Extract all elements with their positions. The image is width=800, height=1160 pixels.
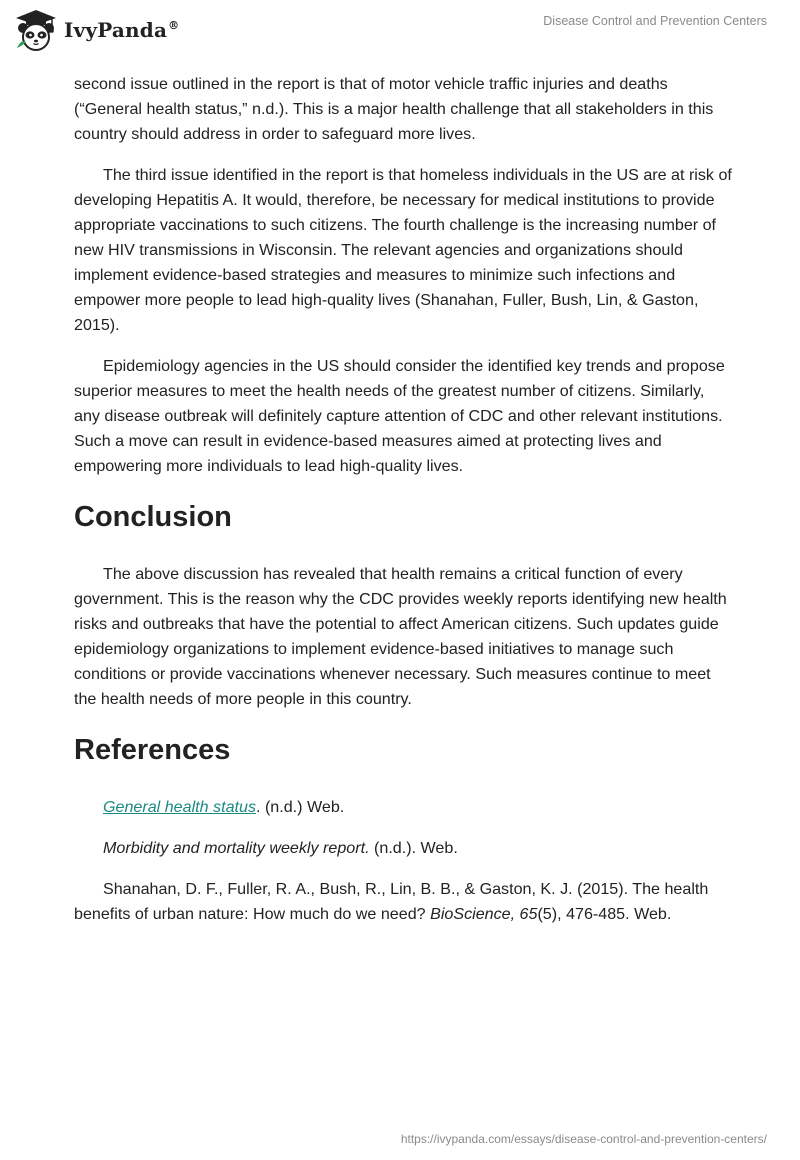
brand-name: IvyPanda® <box>64 18 180 42</box>
reference-item <box>74 877 734 927</box>
reference-3-journal: BioScience, 65 <box>430 905 538 923</box>
registered-mark: ® <box>168 19 180 33</box>
ivypanda-logo[interactable] <box>14 8 179 52</box>
page-header <box>0 0 800 70</box>
reference-item <box>74 836 734 861</box>
reference-3-suffix: (5), 476-485. Web. <box>537 905 672 923</box>
essay-content <box>74 72 734 943</box>
paragraph-continuation: second issue outlined in the report is that of motor vehicle traffic injuries and deaths (“General health status,” n.d.). This is a major health challenge that all stakeholders in this country should address in order to safeguard more lives. <box>74 75 714 143</box>
references-heading: References <box>74 734 231 766</box>
reference-2-suffix: (n.d.). Web. <box>369 839 458 857</box>
reference-item <box>74 795 734 820</box>
paragraph-third-issue: The third issue identified in the report is that homeless individuals in the US are at risk of developing Hepatitis A. It would, therefore, be necessary for medical institutions to provide appropriate vaccinations to such citizens. The fourth challenge is the increasing number of new HIV transmissions in Wisconsin. The relevant agencies and organizations should implement evidence-based strategies and measures to minimize such infections and empower more people to lead high-quality lives (Shanahan, Fuller, Bush, Lin, & Gaston, 2015). <box>74 166 732 334</box>
footer-url[interactable]: https://ivypanda.com/essays/disease-control-and-prevention-centers/ <box>400 1132 767 1146</box>
panda-graduate-icon <box>14 8 58 52</box>
reference-3-text: Shanahan, D. F., Fuller, R. A., Bush, R., Lin, B. B., & Gaston, K. J. (2015). The health benefits of urban nature: How much do we need? <box>74 880 709 923</box>
conclusion-heading: Conclusion <box>74 501 232 533</box>
reference-link-general-health-status[interactable]: General health status <box>103 798 256 816</box>
document-title: Disease Control and Prevention Centers <box>543 14 767 28</box>
reference-1-suffix: . (n.d.) Web. <box>256 798 345 816</box>
paragraph-epidemiology: Epidemiology agencies in the US should consider the identified key trends and propose superior measures to meet the health needs of the greatest number of citizens. Similarly, any disease outbreak will definitely capture attention of CDC and other relevant institutions. Such a move can result in evidence-based measures aimed at protecting lives and empowering more individuals to lead high-quality lives. <box>74 357 725 475</box>
conclusion-paragraph: The above discussion has revealed that health remains a critical function of every government. This is the reason why the CDC provides weekly reports identifying new health risks and outbreaks that have the potential to affect American citizens. Such updates guide epidemiology organizations to implement evidence-based initiatives to manage such conditions or provide vaccinations whenever necessary. Such measures continue to meet the health needs of more people in this country. <box>74 565 727 708</box>
reference-2-title: Morbidity and mortality weekly report. <box>103 839 370 857</box>
